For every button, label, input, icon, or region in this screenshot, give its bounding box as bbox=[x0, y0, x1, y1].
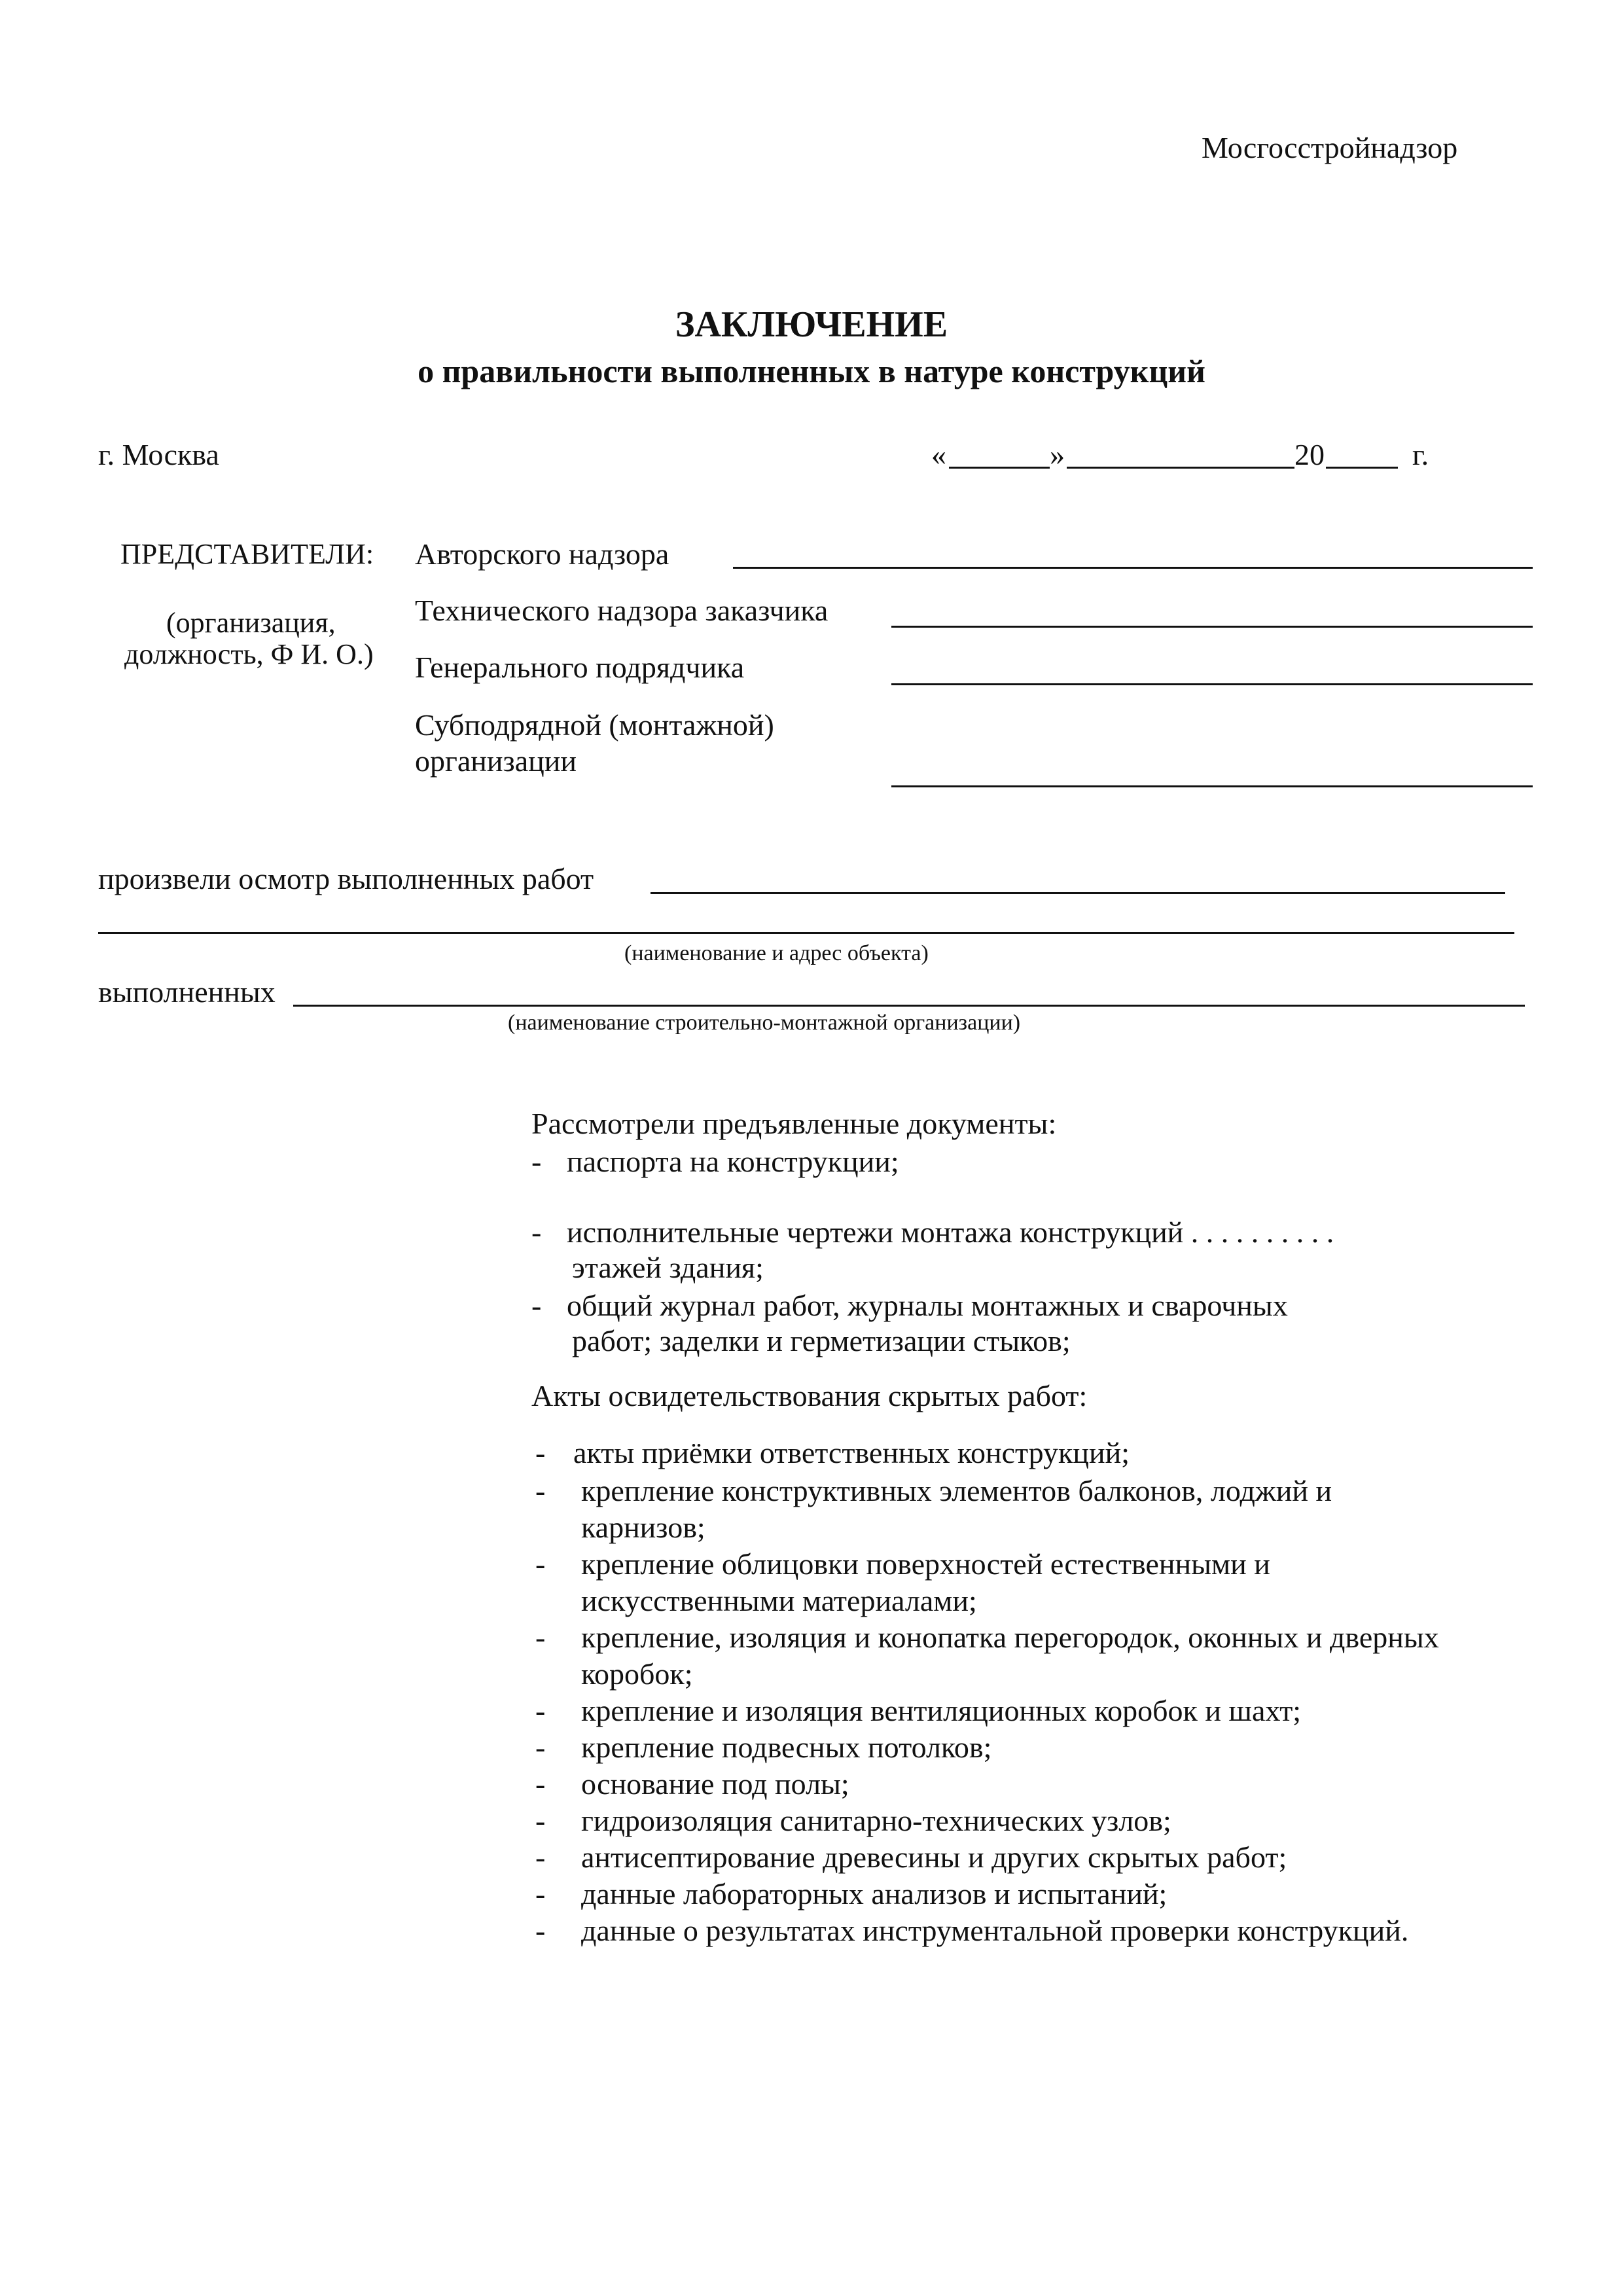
doc-item-journal-cont: работ; заделки и герметизации стыков; bbox=[572, 1324, 1071, 1357]
performed-label: выполненных bbox=[98, 975, 276, 1009]
inspection-object-line-2[interactable] bbox=[98, 932, 1514, 934]
date-day-line[interactable] bbox=[949, 467, 1050, 469]
city: г. Москва bbox=[98, 438, 219, 471]
list-bullet: - bbox=[535, 1914, 546, 1947]
role-general-contractor-line[interactable] bbox=[891, 683, 1533, 685]
doc-item-drawings-cont: этажей здания; bbox=[572, 1251, 764, 1284]
hidden-item-4: крепление, изоляция и конопатка перегородок, оконных и дверных bbox=[581, 1621, 1439, 1654]
document-subtitle: о правильности выполненных в натуре конструкций bbox=[418, 353, 1205, 389]
documents-heading: Рассмотрели предъявленные документы: bbox=[531, 1107, 1057, 1140]
hidden-item-11: данные о результатах инструментальной проверки конструкций. bbox=[581, 1914, 1409, 1947]
hidden-item-2: крепление конструктивных элементов балконов, лоджий и bbox=[581, 1474, 1332, 1507]
org-caption: (наименование строительно-монтажной организации) bbox=[508, 1011, 1021, 1035]
doc-item-passports: паспорта на конструкции; bbox=[567, 1145, 899, 1178]
performed-org-line[interactable] bbox=[293, 1005, 1525, 1007]
inspection-lead: произвели осмотр выполненных работ bbox=[98, 862, 594, 895]
inspection-object-line-1[interactable] bbox=[651, 892, 1505, 894]
role-subcontractor-1: Субподрядной (монтажной) bbox=[415, 708, 774, 742]
role-subcontractor-line[interactable] bbox=[891, 785, 1533, 787]
list-bullet: - bbox=[531, 1289, 542, 1322]
role-author-supervision: Авторского надзора bbox=[415, 537, 669, 571]
role-technical-supervision-line[interactable] bbox=[891, 626, 1533, 628]
role-author-supervision-line[interactable] bbox=[733, 567, 1533, 569]
doc-item-drawings: исполнительные чертежи монтажа конструкций . . . . . . . . . . bbox=[567, 1215, 1334, 1249]
list-bullet: - bbox=[535, 1621, 546, 1654]
role-subcontractor-2: организации bbox=[415, 744, 577, 778]
hidden-item-1: акты приёмки ответственных конструкций; bbox=[573, 1436, 1130, 1469]
role-general-contractor: Генерального подрядчика bbox=[415, 651, 745, 684]
list-bullet: - bbox=[535, 1767, 546, 1801]
list-bullet: - bbox=[535, 1877, 546, 1910]
role-technical-supervision: Технического надзора заказчика bbox=[415, 594, 829, 627]
list-bullet: - bbox=[535, 1474, 546, 1507]
hidden-item-7: основание под полы; bbox=[581, 1767, 849, 1801]
list-bullet: - bbox=[535, 1804, 546, 1837]
doc-item-journal: общий журнал работ, журналы монтажных и сварочных bbox=[567, 1289, 1288, 1322]
hidden-item-3-cont: искусственными материалами; bbox=[581, 1584, 977, 1617]
date-year-suffix: г. bbox=[1412, 438, 1429, 471]
hidden-item-5: крепление и изоляция вентиляционных коробок и шахт; bbox=[581, 1694, 1302, 1727]
date-year-prefix: 20 bbox=[1294, 438, 1325, 471]
hidden-works-heading: Акты освидетельствования скрытых работ: bbox=[531, 1379, 1088, 1412]
date-quote-close: » bbox=[1050, 438, 1065, 471]
list-bullet: - bbox=[535, 1436, 546, 1469]
agency-name: Мосгосстройнадзор bbox=[1202, 131, 1458, 164]
representatives-heading: ПРЕДСТАВИТЕЛИ: bbox=[120, 538, 374, 570]
list-bullet: - bbox=[531, 1215, 542, 1249]
hidden-item-4-cont: коробок; bbox=[581, 1657, 693, 1691]
list-bullet: - bbox=[535, 1731, 546, 1764]
date-month-line[interactable] bbox=[1067, 467, 1294, 469]
object-caption: (наименование и адрес объекта) bbox=[624, 941, 929, 965]
hidden-item-8: гидроизоляция санитарно-технических узлов; bbox=[581, 1804, 1171, 1837]
hidden-item-2-cont: карнизов; bbox=[581, 1511, 705, 1544]
date-quote-open: « bbox=[931, 438, 946, 471]
date-year-line[interactable] bbox=[1326, 467, 1398, 469]
list-bullet: - bbox=[535, 1840, 546, 1874]
hidden-item-6: крепление подвесных потолков; bbox=[581, 1731, 992, 1764]
representatives-note-1: (организация, bbox=[166, 607, 336, 639]
list-bullet: - bbox=[535, 1547, 546, 1581]
representatives-note-2: должность, Ф И. О.) bbox=[124, 638, 374, 670]
hidden-item-10: данные лабораторных анализов и испытаний; bbox=[581, 1877, 1168, 1910]
hidden-item-9: антисептирование древесины и других скрытых работ; bbox=[581, 1840, 1287, 1874]
list-bullet: - bbox=[535, 1694, 546, 1727]
document-title: ЗАКЛЮЧЕНИЕ bbox=[675, 304, 948, 345]
list-bullet: - bbox=[531, 1145, 542, 1178]
hidden-item-3: крепление облицовки поверхностей естественными и bbox=[581, 1547, 1270, 1581]
